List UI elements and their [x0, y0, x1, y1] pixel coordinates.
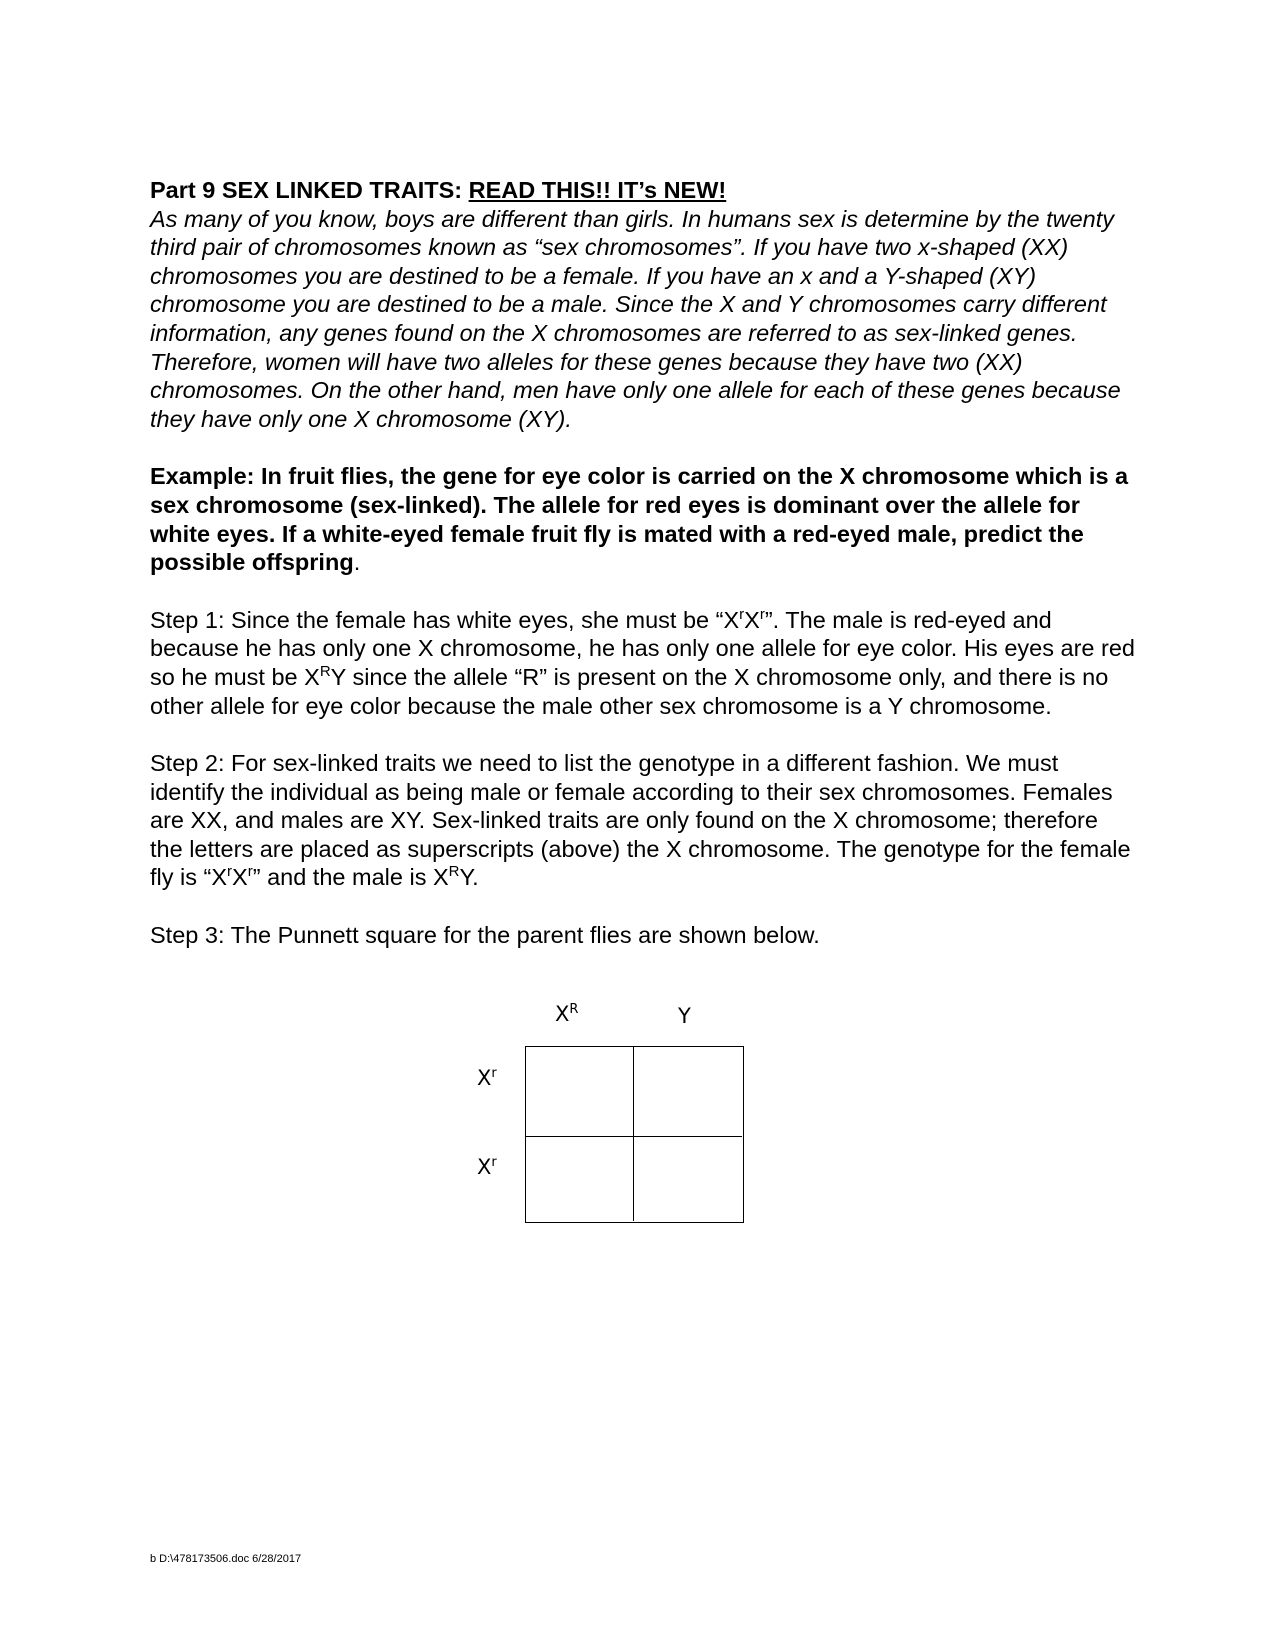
step-3-paragraph: Step 3: The Punnett square for the parent flies are shown below. [150, 922, 820, 949]
title-prefix: Part 9 SEX LINKED TRAITS: [150, 177, 469, 203]
allele-base: Y [678, 1004, 691, 1028]
step-2-superscript: R [448, 863, 460, 881]
document-footer: b D:\478173506.doc 6/28/2017 [150, 1553, 302, 1565]
allele-base: X [555, 1002, 570, 1026]
step-2-text-c: ” and the male is X [252, 864, 449, 891]
step-2-superscript: r [227, 863, 233, 881]
allele-superscript: r [491, 1155, 497, 1170]
punnett-column-label-y [678, 1004, 691, 1028]
step-1-text-d: Y since the allele “R” is present on the X chromosome only, and there is no other allele for eye color because the male other sex chromosome is a Y chromosome. [150, 663, 1109, 719]
step-1-superscript: r [739, 605, 745, 623]
step-2-paragraph [150, 749, 1135, 892]
punnett-cell [634, 1047, 742, 1137]
example-period: . [353, 549, 361, 576]
punnett-row-label-2 [477, 1155, 497, 1179]
punnett-cell [526, 1047, 634, 1137]
allele-superscript: R [569, 1002, 579, 1017]
example-text: Example: In fruit flies, the gene for eye color is carried on the X chromosome which is a sex chromosome (sex-linked). The allele for red eyes is dominant over the allele for white eyes. If a white-eyed female fruit fly is mated with a red-eyed male, predict the possible offspring [150, 463, 1129, 576]
document-body [150, 176, 1135, 950]
allele-base: X [477, 1155, 492, 1179]
punnett-row-label-1 [477, 1066, 497, 1090]
step-1-superscript: R [319, 663, 331, 681]
step-1-text-b: X [744, 606, 760, 633]
step-2-text-b: X [232, 864, 248, 891]
allele-base: X [477, 1066, 492, 1090]
step-1-paragraph [150, 606, 1135, 720]
step-1-text-c: ”. The male is red-eyed and because he has only one X chromosome, he has only one allele for eye color. His eyes are red so he must be X [150, 606, 1135, 690]
punnett-grid [525, 1046, 744, 1223]
step-2-text-a: Step 2: For sex-linked traits we need to list the genotype in a different fashion. We must identify the individual as being male or female according to their sex chromosomes. Females are XX, and males are XY. Sex-linked traits are only found on the X chromosome; therefore the letters are placed as superscripts (above) the X chromosome. The genotype for the female fly is “X [150, 750, 1131, 891]
punnett-cell [634, 1137, 742, 1221]
step-2-superscript: r [247, 863, 253, 881]
title-emphasis: READ THIS!! IT’s NEW! [468, 177, 727, 203]
punnett-cell [526, 1137, 634, 1221]
allele-superscript: r [491, 1066, 497, 1081]
punnett-column-label-xr [555, 1002, 578, 1026]
section-title [150, 176, 1135, 205]
intro-paragraph: As many of you know, boys are different than girls. In humans sex is determine by the twenty third pair of chromosomes known as “sex chromosomes”. If you have two x-shaped (XX) chromosomes you are destined to be a female. If you have an x and a Y-shaped (XY) chromosome you are destined to be a male. Since the X and Y chromosomes carry different information, any genes found on the X chromosomes are referred to as sex-linked genes. Therefore, women will have two alleles for these genes because they have two (XX) chromosomes. On the other hand, men have only one allele for each of these genes because they have only one X chromosome (XY). [150, 205, 1121, 432]
step-1-text-a: Step 1: Since the female has white eyes, she must be “X [150, 606, 740, 633]
step-1-superscript: r [759, 605, 765, 623]
example-paragraph [150, 462, 1135, 576]
step-2-text-d: Y. [459, 864, 479, 891]
